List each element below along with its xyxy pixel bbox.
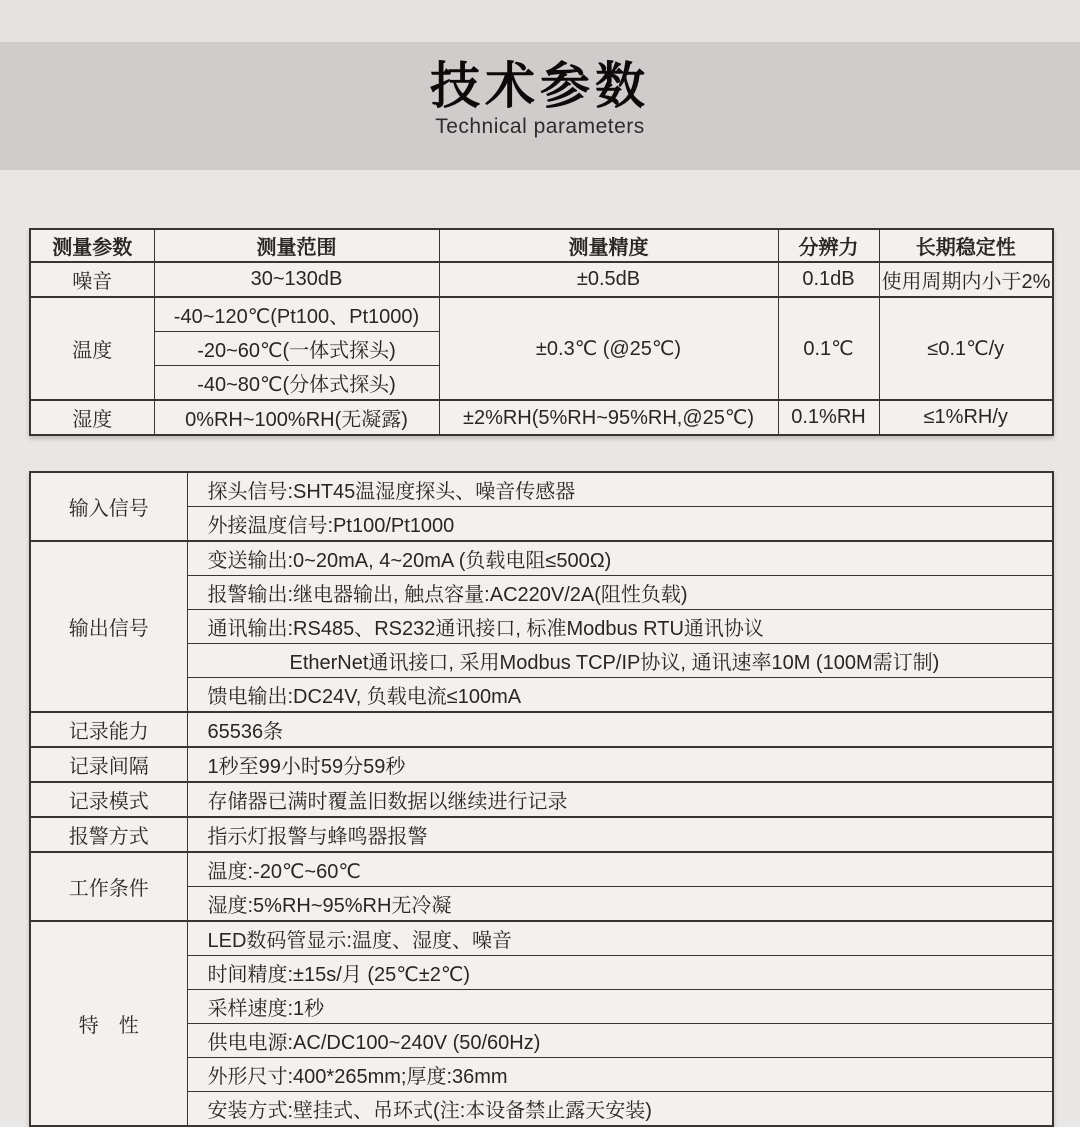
page-title: 技术参数 — [430, 58, 650, 114]
humidity-range-cell: 0%RH~100%RH(无凝露) — [154, 400, 439, 435]
detail-value: 外形尺寸:400*265mm;厚度:36mm — [187, 1058, 1053, 1092]
temp-param-cell: 温度 — [30, 297, 154, 400]
temp-range3-cell: -40~80℃(分体式探头) — [154, 366, 439, 401]
measurement-spec-table — [29, 228, 1054, 436]
title-band — [0, 42, 1080, 170]
detail-row — [30, 782, 1053, 817]
detail-row — [30, 747, 1053, 782]
spec-header-param: 测量参数 — [30, 229, 154, 262]
device-detail-table — [29, 471, 1054, 1127]
spec-row-humidity — [30, 400, 1053, 435]
detail-value: 报警输出:继电器输出, 触点容量:AC220V/2A(阻性负载) — [187, 576, 1053, 610]
detail-value: 供电电源:AC/DC100~240V (50/60Hz) — [187, 1024, 1053, 1058]
temp-range2-cell: -20~60℃(一体式探头) — [154, 332, 439, 366]
humidity-stability-cell: ≤1%RH/y — [879, 400, 1053, 435]
detail-value: 探头信号:SHT45温湿度探头、噪音传感器 — [187, 472, 1053, 507]
temp-resolution-cell: 0.1℃ — [778, 297, 879, 400]
detail-value: 外接温度信号:Pt100/Pt1000 — [187, 507, 1053, 542]
detail-value: EtherNet通讯接口, 采用Modbus TCP/IP协议, 通讯速率10M (100M需订制) — [187, 644, 1053, 678]
detail-value: 通讯输出:RS485、RS232通讯接口, 标准Modbus RTU通讯协议 — [187, 610, 1053, 644]
temp-accuracy-cell: ±0.3℃ (@25℃) — [439, 297, 778, 400]
detail-value: 指示灯报警与蜂鸣器报警 — [187, 817, 1053, 852]
spec-header-range: 测量范围 — [154, 229, 439, 262]
spec-header-resolution: 分辨力 — [778, 229, 879, 262]
detail-row — [30, 921, 1053, 956]
temp-stability-cell: ≤0.1℃/y — [879, 297, 1053, 400]
detail-value: 65536条 — [187, 712, 1053, 747]
content-area — [29, 228, 1052, 1127]
detail-row — [30, 817, 1053, 852]
detail-label-input-signal: 输入信号 — [30, 472, 187, 541]
detail-label-working-conditions: 工作条件 — [30, 852, 187, 921]
detail-label-record-capacity: 记录能力 — [30, 712, 187, 747]
noise-resolution-cell: 0.1dB — [778, 262, 879, 297]
detail-value: 采样速度:1秒 — [187, 990, 1053, 1024]
noise-accuracy-cell: ±0.5dB — [439, 262, 778, 297]
detail-row — [30, 852, 1053, 887]
spec-header-stability: 长期稳定性 — [879, 229, 1053, 262]
spec-row-temperature-1 — [30, 297, 1053, 332]
humidity-accuracy-cell: ±2%RH(5%RH~95%RH,@25℃) — [439, 400, 778, 435]
detail-label-alarm-mode: 报警方式 — [30, 817, 187, 852]
detail-row — [30, 472, 1053, 507]
detail-value: 安装方式:壁挂式、吊环式(注:本设备禁止露天安装) — [187, 1092, 1053, 1127]
detail-value: LED数码管显示:温度、湿度、噪音 — [187, 921, 1053, 956]
detail-row — [30, 541, 1053, 576]
detail-row — [30, 712, 1053, 747]
spec-header-accuracy: 测量精度 — [439, 229, 778, 262]
detail-value: 变送输出:0~20mA, 4~20mA (负载电阻≤500Ω) — [187, 541, 1053, 576]
humidity-resolution-cell: 0.1%RH — [778, 400, 879, 435]
detail-label-features: 特 性 — [30, 921, 187, 1126]
detail-value: 存储器已满时覆盖旧数据以继续进行记录 — [187, 782, 1053, 817]
temp-range1-cell: -40~120℃(Pt100、Pt1000) — [154, 297, 439, 332]
detail-value: 馈电输出:DC24V, 负载电流≤100mA — [187, 678, 1053, 713]
detail-value: 1秒至99小时59分59秒 — [187, 747, 1053, 782]
detail-value: 湿度:5%RH~95%RH无冷凝 — [187, 887, 1053, 922]
detail-value: 温度:-20℃~60℃ — [187, 852, 1053, 887]
page-subtitle: Technical parameters — [435, 115, 645, 138]
spec-row-noise — [30, 262, 1053, 297]
detail-label-output-signal: 输出信号 — [30, 541, 187, 712]
top-strip — [0, 0, 1080, 42]
detail-label-record-interval: 记录间隔 — [30, 747, 187, 782]
spec-header-row — [30, 229, 1053, 262]
noise-stability-cell: 使用周期内小于2% — [879, 262, 1053, 297]
detail-value: 时间精度:±15s/月 (25℃±2℃) — [187, 956, 1053, 990]
noise-range-cell: 30~130dB — [154, 262, 439, 297]
detail-label-record-mode: 记录模式 — [30, 782, 187, 817]
humidity-param-cell: 湿度 — [30, 400, 154, 435]
noise-param-cell: 噪音 — [30, 262, 154, 297]
